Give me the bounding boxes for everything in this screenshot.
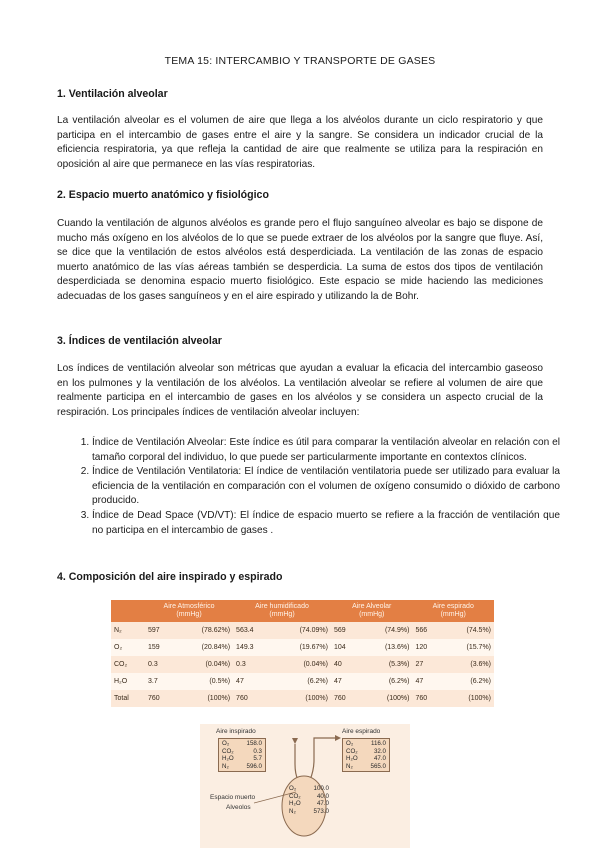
section-heading-1: 1. Ventilación alveolar xyxy=(57,88,168,100)
table-header: Aire humidificado (mmHg) xyxy=(233,600,331,622)
list-item: 3. Índice de Dead Space (VD/VT): El índice de espacio muerto se refiere a la fracción de ventilación que no participa en el intercambio de gases . xyxy=(92,509,560,538)
table-row xyxy=(111,656,494,673)
pressure-cell: 40 xyxy=(331,656,361,673)
gas-value-row xyxy=(346,755,386,763)
percent-cell: (15.7%) xyxy=(442,639,494,656)
pressure-cell: 760 xyxy=(412,690,442,707)
section-heading-3: 3. Índices de ventilación alveolar xyxy=(57,335,222,347)
pressure-cell: 566 xyxy=(412,622,442,639)
gas-value-row xyxy=(289,785,329,793)
gas-symbol: O₂ xyxy=(289,785,297,792)
percent-cell: (6.2%) xyxy=(273,673,331,690)
table-row xyxy=(111,622,494,639)
pressure-cell: 563.4 xyxy=(233,622,273,639)
airflow-diagram xyxy=(200,724,410,848)
gas-symbol: O₂ xyxy=(222,740,230,747)
pressure-cell: 597 xyxy=(145,622,175,639)
pressure-cell: 0.3 xyxy=(145,656,175,673)
gas-name-cell: H₂O xyxy=(111,673,145,690)
pressure-cell: 47 xyxy=(412,673,442,690)
gas-pressure: 32.0 xyxy=(373,747,386,755)
section-text-1: La ventilación alveolar es el volumen de aire que llega a los alvéolos durante un ciclo respiratorio y que participa en el intercambio de gases entre el aire y la sangre. Se considera un indicador crucial de la eficiencia respiratoria, ya que refleja la cantidad de aire que realmente se utiliza para la respiración en oposición al aire que permanece en las vías respiratorias. xyxy=(57,115,543,170)
alveoli-label: Alveolos xyxy=(226,804,251,811)
pressure-cell: 0.3 xyxy=(233,656,273,673)
percent-cell: (74.5%) xyxy=(442,622,494,639)
gas-symbol: H₂O xyxy=(222,755,234,763)
table-header-row xyxy=(111,600,494,622)
section-text-2: Cuando la ventilación de algunos alvéolos es grande pero el flujo sanguíneo alveolar es bajo se dispone de mucho más oxígeno en los alvéolos de lo que se puede extraer de los alvéolos por la sangre que fluye. Así, se dice que la ventilación de estos alvéolos está desperdiciada. La ventilación de las zonas de espacio muerto anatómico de las vías aéreas también se desperdicia. La suma de estos dos tipos de ventilación desperdiciada se denomina espacio muerto fisiológico. Este espacio se mide haciendo las mediciones adecuadas de los gases sanguíneos y en el aire espirado y utilizando la de Bohr. xyxy=(57,218,543,302)
percent-cell: (100%) xyxy=(442,690,494,707)
table-header-corner xyxy=(111,600,145,622)
expired-airway-line xyxy=(310,738,335,780)
percent-cell: (5.3%) xyxy=(361,656,413,673)
gas-pressure: 158.0 xyxy=(246,740,262,747)
table-row xyxy=(111,690,494,707)
gas-symbol: O₂ xyxy=(346,740,354,747)
percent-cell: (6.2%) xyxy=(442,673,494,690)
percent-cell: (20.84%) xyxy=(175,639,233,656)
pressure-cell: 120 xyxy=(412,639,442,656)
gas-pressure: 573.0 xyxy=(313,807,329,815)
percent-cell: (74.09%) xyxy=(273,622,331,639)
gas-pressure: 100.0 xyxy=(313,785,329,792)
dead-space-label: Espacio muerto xyxy=(210,794,256,801)
gas-name-cell: Total xyxy=(111,690,145,707)
expired-arrow-icon xyxy=(335,735,341,741)
pressure-cell: 760 xyxy=(145,690,175,707)
percent-cell: (6.2%) xyxy=(361,673,413,690)
gas-value-row xyxy=(222,755,262,763)
section-text-3: Los índices de ventilación alveolar son métricas que ayudan a evaluar la eficacia del intercambio gaseoso en los pulmones y la ventilación de los alvéolos. La ventilación alveolar se refiere al volumen de aire que realmente participa en el intercambio de gases en los alvéolos y se considera un aspecto crucial de la respiración. Los principales índices de ventilación alveolar incluyen: xyxy=(57,363,543,418)
percent-cell: (100%) xyxy=(175,690,233,707)
gas-value-row xyxy=(346,763,386,771)
inspired-arrow-icon xyxy=(292,738,298,744)
gas-symbol: CO₂ xyxy=(289,792,301,800)
percent-cell: (0.5%) xyxy=(175,673,233,690)
gas-symbol: H₂O xyxy=(346,755,358,763)
table-header: Aire Alveolar (mmHg) xyxy=(331,600,412,622)
pressure-cell: 47 xyxy=(233,673,273,690)
gas-value-row xyxy=(222,740,262,748)
section-heading-4: 4. Composición del aire inspirado y espirado xyxy=(57,571,283,583)
gas-value-row xyxy=(346,748,386,756)
list-item: 2. Índice de Ventilación Ventilatoria: El índice de ventilación ventilatoria puede ser utilizado para evaluar la eficiencia de la ventilación en comparación con el volumen de oxígeno consumido o dióxido de carbono producido. xyxy=(92,465,560,509)
percent-cell: (100%) xyxy=(273,690,331,707)
pressure-cell: 760 xyxy=(233,690,273,707)
table-row xyxy=(111,639,494,656)
gas-pressure: 116.0 xyxy=(370,740,386,747)
gas-value-row xyxy=(289,793,329,801)
gas-symbol: CO₂ xyxy=(346,747,358,755)
gas-value-row xyxy=(289,808,329,816)
table-header: Aire Atmosférico (mmHg) xyxy=(145,600,233,622)
pressure-cell: 149.3 xyxy=(233,639,273,656)
percent-cell: (0.04%) xyxy=(175,656,233,673)
gas-value-row xyxy=(222,748,262,756)
list-item: 1. Índice de Ventilación Alveolar: Este índice es útil para comparar la ventilación alveolar en relación con el tamaño corporal del individuo, lo que puede ser particularmente importante en contextos clínicos. xyxy=(92,436,560,465)
inspired-airway-line xyxy=(295,744,298,780)
table-header: Aire espirado (mmHg) xyxy=(412,600,494,622)
pressure-cell: 3.7 xyxy=(145,673,175,690)
percent-cell: (74.9%) xyxy=(361,622,413,639)
gas-pressure: 40.0 xyxy=(316,792,329,800)
pressure-cell: 104 xyxy=(331,639,361,656)
pressure-cell: 760 xyxy=(331,690,361,707)
gas-pressure: 47.0 xyxy=(316,800,329,808)
gas-symbol: N₂ xyxy=(289,807,296,815)
gas-symbol: CO₂ xyxy=(222,747,234,755)
percent-cell: (13.6%) xyxy=(361,639,413,656)
percent-cell: (100%) xyxy=(361,690,413,707)
table-row xyxy=(111,673,494,690)
page-title: TEMA 15: INTERCAMBIO Y TRANSPORTE DE GASES xyxy=(164,55,436,67)
gas-pressure: 0.3 xyxy=(253,747,262,755)
pressure-cell: 159 xyxy=(145,639,175,656)
gas-pressure: 5.7 xyxy=(253,755,262,763)
gas-value-row xyxy=(222,763,262,771)
percent-cell: (78.62%) xyxy=(175,622,233,639)
gas-pressure: 47.0 xyxy=(373,755,386,763)
gas-name-cell: N₂ xyxy=(111,622,145,639)
gas-composition-table xyxy=(111,600,494,707)
ventilation-index-list xyxy=(75,436,560,538)
gas-name-cell: CO₂ xyxy=(111,656,145,673)
expired-air-label: Aire espirado xyxy=(342,728,381,735)
gas-pressure: 565.0 xyxy=(370,762,386,770)
pressure-cell: 47 xyxy=(331,673,361,690)
pressure-cell: 569 xyxy=(331,622,361,639)
gas-pressure: 596.0 xyxy=(246,762,262,770)
alveolar-air-values xyxy=(286,784,332,816)
gas-symbol: H₂O xyxy=(289,800,301,808)
section-heading-2: 2. Espacio muerto anatómico y fisiológico xyxy=(57,189,269,201)
gas-name-cell: O₂ xyxy=(111,639,145,656)
gas-value-row xyxy=(289,800,329,808)
percent-cell: (3.6%) xyxy=(442,656,494,673)
gas-symbol: N₂ xyxy=(346,762,353,770)
percent-cell: (0.04%) xyxy=(273,656,331,673)
inspired-air-values xyxy=(218,738,266,772)
gas-value-row xyxy=(346,740,386,748)
pressure-cell: 27 xyxy=(412,656,442,673)
gas-symbol: N₂ xyxy=(222,762,229,770)
inspired-air-label: Aire inspirado xyxy=(216,728,256,735)
percent-cell: (19.67%) xyxy=(273,639,331,656)
expired-air-values xyxy=(342,738,390,772)
